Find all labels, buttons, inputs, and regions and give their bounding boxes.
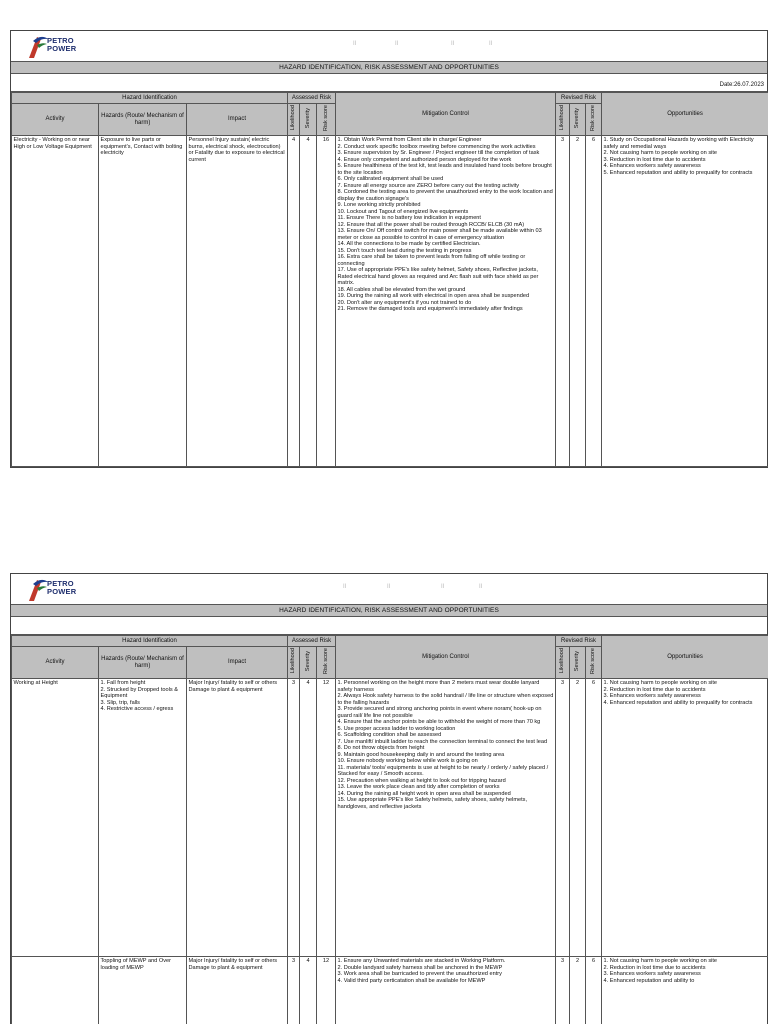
list-item: 11. materials/ tools/ equipments is use at height to be nearly / orderly / safely placed / Stacked for easy / Smooth access. — [337, 764, 549, 778]
activity-cell: Working at Height — [12, 679, 99, 957]
activity-cell: Electricity - Working on or near High or Low Voltage Equipment — [12, 136, 99, 467]
list-item: 2. Conduct work specific toolbox meeting before commencing the work activities — [337, 143, 536, 150]
likelihood-header: Likelihood — [288, 104, 300, 136]
sheet-title: HAZARD IDENTIFICATION, RISK ASSESSMENT AND OPPORTUNITIES — [11, 62, 767, 74]
severity-cell: 4 — [300, 136, 317, 467]
list-item: 13. Ensure On/ Off control switch for main power shall be made available within 03 meter or close as possible to control in case of emergency situation — [337, 228, 542, 241]
petro-power-logo — [27, 33, 91, 60]
list-item: 9. Maintain good housekeeping daily in and around the testing area — [337, 751, 505, 758]
activity-header: Activity — [12, 647, 99, 679]
severity-cell: 4 — [300, 957, 317, 1024]
logo-mark-icon — [27, 576, 49, 603]
risk-score-header: Risk score — [317, 104, 336, 136]
assessed-risk-header: Assessed Risk — [288, 636, 336, 647]
revised-risk-header: Revised Risk — [556, 93, 602, 104]
list-item: 12. Ensure that all the power shall be routed through RCCB/ ELCB (30 mA) — [337, 221, 525, 228]
risk-score-cell: 12 — [317, 679, 336, 957]
list-item: 3. Provide secured and strong anchoring points in event where noram( hook-up on guard rail/ life line not possible — [337, 706, 542, 719]
revised-risk-header: Revised Risk — [556, 636, 602, 647]
list-item: 2. Reduction in lost time due to accidents — [603, 686, 706, 693]
risk-score-cell: 16 — [317, 136, 336, 467]
list-item: 6. Scaffolding condition shall be assessed — [337, 732, 442, 739]
table-row — [12, 957, 768, 1024]
hira-sheet-1 — [10, 30, 768, 468]
list-item: 1. Ensure any Unwanted materials are stacked in Working Platform. — [337, 958, 506, 965]
hazards-cell: Toppling of MEWP and Over loading of MEWP — [99, 957, 187, 1024]
severity-header: Severity — [300, 104, 317, 136]
date-label: Date:26.07.2023 — [11, 74, 767, 92]
list-item: 4. Ensue only competent and authorized person deployed for the work — [337, 156, 512, 163]
list-item: 15. Don't touch test lead during the testing in progress — [337, 247, 472, 254]
impact-header: Impact — [187, 104, 288, 136]
hazards-header: Hazards (Route/ Mechanism of harm) — [99, 104, 187, 136]
list-item: 1. Not causing harm to people working on site — [603, 680, 718, 687]
list-item: 3. Work area shall be barricaded to prevent the unauthorized entry — [337, 971, 502, 978]
list-item: 20. Don't alter any equipment's if you not trained to do — [337, 299, 472, 306]
mitigation-header: Mitigation Control — [336, 636, 556, 679]
hazards-header: Hazards (Route/ Mechanism of harm) — [99, 647, 187, 679]
risk-score-cell: 12 — [317, 957, 336, 1024]
revised-likelihood-cell: 3 — [556, 679, 570, 957]
revised-risk-score-cell: 6 — [586, 957, 602, 1024]
revised-risk-score-header: Risk score — [586, 104, 602, 136]
revised-likelihood-cell: 3 — [556, 136, 570, 467]
list-item: 10. Lockout and Tagout of energized live equipments — [337, 208, 469, 215]
impact-cell: Personnel Injury sustain( electric burns, electrical shock, electrocution) or Fatality due to exposure to electrical current — [187, 136, 288, 467]
list-item: 3. Enhances workers safety awareness — [603, 971, 701, 978]
revised-severity-cell: 2 — [570, 136, 586, 467]
mitigation-cell — [336, 957, 556, 1024]
list-item: 18. All cables shall be elevated from the wet ground — [337, 286, 466, 293]
logo-text: PETRO POWER — [47, 579, 77, 596]
revised-risk-score-cell: 6 — [586, 679, 602, 957]
risk-score-header: Risk score — [317, 647, 336, 679]
list-item: 5. Enhanced reputation and ability to prequalify for contracts — [603, 169, 753, 176]
revised-severity-header: Severity — [570, 104, 586, 136]
list-item: 19. During the raining all work with electrical in open area shall be suspended — [337, 293, 530, 300]
list-item: 5. Ensure healthiness of the test kit, test leads and insulated hand tools before brought to the site location — [337, 163, 552, 176]
likelihood-cell: 3 — [288, 679, 300, 957]
list-item: 3. Enhances workers safety awareness — [603, 693, 701, 700]
severity-header: Severity — [300, 647, 317, 679]
mitigation-cell — [336, 136, 556, 467]
list-item: 4. Enhanced reputation and ability to — [603, 977, 695, 984]
list-item: 2. Reduction in lost time due to accidents — [603, 964, 706, 971]
hazard-identification-header: Hazard Identification — [12, 636, 288, 647]
likelihood-header: Likelihood — [288, 647, 300, 679]
list-item: 12. Precaution when walking at height to look out for tripping hazard — [337, 777, 506, 784]
opportunities-cell — [602, 679, 768, 957]
list-item: 6. Only calibrated equipment shall be used — [337, 176, 444, 183]
revised-risk-score-cell: 6 — [586, 136, 602, 467]
activity-header: Activity — [12, 104, 99, 136]
opportunities-header: Opportunities — [602, 93, 768, 136]
list-item: 14. All the connections to be made by certified Electrician. — [337, 241, 481, 248]
revised-severity-cell: 2 — [570, 679, 586, 957]
list-item: 4. Ensure that the anchor points be able to withhold the weight of more than 70 kg — [337, 719, 541, 726]
revised-likelihood-cell: 3 — [556, 957, 570, 1024]
revised-likelihood-header: Likelihood — [556, 104, 570, 136]
list-item: 1. Study on Occupational Hazards by working with Electricity safely and remedial ways — [603, 137, 754, 150]
list-item: 17. Use of appropriate PPE's like safety helmet, Safety shoes, Reflective jackets, Rated electrical hand gloves as required and Arc flash suit with face shield as per matrix. — [337, 267, 539, 287]
hazards-cell: 1. Fall from height 2. Strucked by Dropped tools & Equipment 3. Slip, trip, falls 4. Restrictive access / egress — [99, 679, 187, 957]
list-item: 3. Ensure supervision by Sr. Engineer / Project engineer till the completion of task — [337, 150, 540, 157]
activity-cell — [12, 957, 99, 1024]
likelihood-cell: 4 — [288, 136, 300, 467]
list-item: 13. Leave the work place clean and tidy after completion of works — [337, 784, 500, 791]
hazards-cell: Exposure to live parts or equipment's, Contact with bolting electricity — [99, 136, 187, 467]
hira-table-2 — [11, 635, 768, 1024]
list-item: 2. Not causing harm to people working on site — [603, 150, 718, 157]
list-item: 1. Personnel working on the height more than 2 meters must wear double lanyard safety harness — [337, 680, 540, 693]
impact-header: Impact — [187, 647, 288, 679]
logo-mark-icon — [27, 33, 49, 60]
brand-row: PETRO POWER II II II II — [11, 31, 767, 62]
hira-sheet-2 — [10, 573, 768, 1024]
table-row — [12, 679, 768, 957]
list-item: 3. Reduction in lost time due to accidents — [603, 156, 706, 163]
brand-row: PETRO POWER II II II II — [11, 574, 767, 605]
hazard-identification-header: Hazard Identification — [12, 93, 288, 104]
list-item: 11. Ensure There is no battery low indication in equipment — [337, 215, 481, 222]
list-item: 7. Ensure all energy source are ZERO before carry out the testing activity — [337, 182, 520, 189]
opportunities-header: Opportunities — [602, 636, 768, 679]
opportunities-cell — [602, 136, 768, 467]
petro-power-logo — [27, 576, 91, 603]
revised-severity-header: Severity — [570, 647, 586, 679]
list-item: 2. Double landyard safety harness shall be anchored in the MEWP — [337, 964, 503, 971]
list-item: 4. Enhances workers safety awareness — [603, 163, 701, 170]
list-item: 1. Not causing harm to people working on site — [603, 958, 718, 965]
list-item: 4. Valid third party certicatation shall be available for MEWP — [337, 977, 486, 984]
list-item: 1. Obtain Work Permit from Client site in charge/ Engineer — [337, 137, 482, 144]
list-item: 16. Extra care shall be taken to prevent leads from falling off while testing or connecting — [337, 254, 526, 267]
blank-row — [11, 617, 767, 635]
revised-severity-cell: 2 — [570, 957, 586, 1024]
list-item: 4. Enhanced reputation and ability to prequalify for contracts — [603, 699, 753, 706]
severity-cell: 4 — [300, 679, 317, 957]
list-item: 7. Use manlift/ inbuilt ladder to reach the connection terminal to connect the test lead — [337, 738, 548, 745]
opportunities-cell — [602, 957, 768, 1024]
list-item: 8. Do not throw objects from height — [337, 745, 425, 752]
list-item: 8. Cordoned the testing area to prevent the unauthorized entry to the work location and display the caution signage's — [337, 189, 553, 202]
mitigation-cell — [336, 679, 556, 957]
impact-cell: Major Injury/ fatality to self or others Damage to plant & equipment — [187, 679, 288, 957]
assessed-risk-header: Assessed Risk — [288, 93, 336, 104]
list-item: 10. Ensure nobody working below while work is going on — [337, 758, 478, 765]
table-row — [12, 136, 768, 467]
revised-likelihood-header: Likelihood — [556, 647, 570, 679]
list-item: 15. Use appropriate PPE's like Safety helmets, safety shoes, safety helmets, handgloves, and reflective jackets — [337, 797, 527, 810]
logo-text: PETRO POWER — [47, 36, 77, 53]
sheet-title: HAZARD IDENTIFICATION, RISK ASSESSMENT AND OPPORTUNITIES — [11, 605, 767, 617]
likelihood-cell: 3 — [288, 957, 300, 1024]
revised-risk-score-header: Risk score — [586, 647, 602, 679]
list-item: 21. Remove the damaged tools and equipment's immediately after findings — [337, 306, 523, 313]
mitigation-header: Mitigation Control — [336, 93, 556, 136]
list-item: 14. During the raining all height work in open area shall be suspended — [337, 790, 511, 797]
list-item: 9. Lone working strictly prohibited — [337, 202, 421, 209]
impact-cell: Major Injury/ fatality to self or others Damage to plant & equipment — [187, 957, 288, 1024]
hira-table-1 — [11, 92, 768, 467]
list-item: 5. Use proper access ladder to working location — [337, 725, 456, 732]
list-item: 2. Always Hook safety harness to the solid handrail / life line or structure when exposed to the falling hazards — [337, 693, 554, 706]
